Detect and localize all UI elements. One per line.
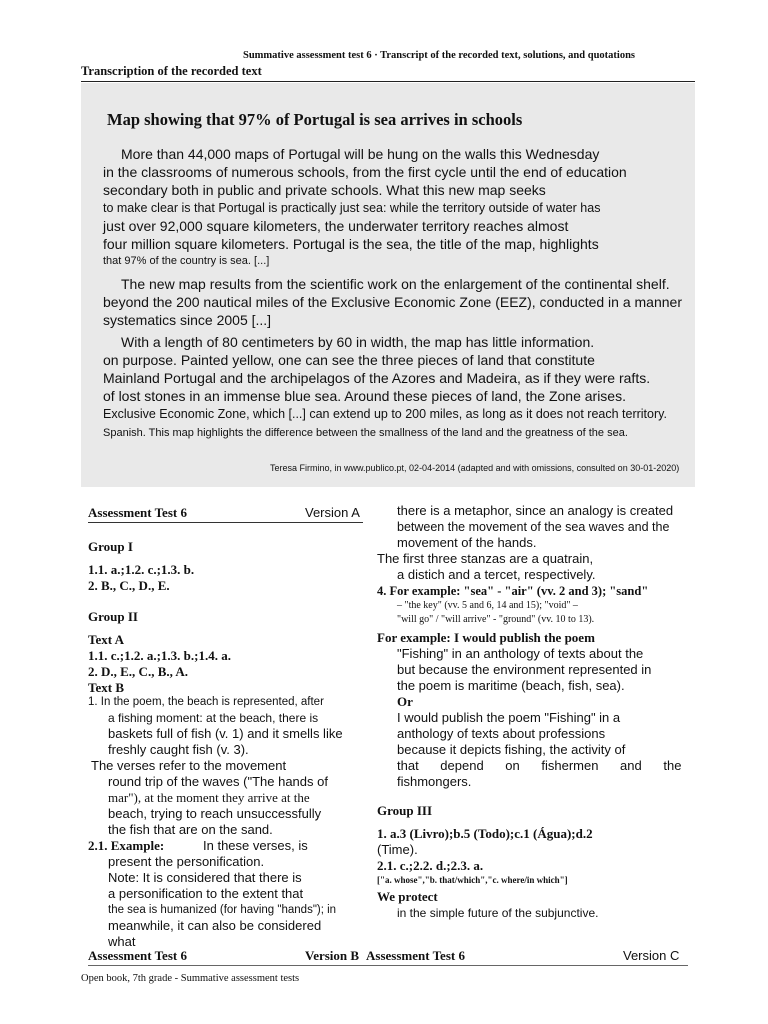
answer-line: fishmongers.	[397, 774, 472, 789]
article-line: More than 44,000 maps of Portugal will be hung on the walls this Wednesday	[121, 146, 600, 162]
answer-line: The first three stanzas are a quatrain,	[377, 551, 594, 566]
test-title: Assessment Test 6	[366, 948, 465, 963]
answer-line: anthology of texts about professions	[397, 726, 606, 741]
answer-line: the fish that are on the sand.	[108, 822, 273, 837]
article-line: Exclusive Economic Zone, which [...] can extend up to 200 miles, as long as it does not reach territory.	[103, 407, 667, 421]
answer-line: 1. In the poem, the beach is represented, after	[88, 696, 324, 708]
text-heading: Text A	[88, 632, 124, 647]
answer-line: what	[108, 934, 136, 949]
answer-line: 1. a.3 (Livro);b.5 (Todo);c.1 (Água);d.2	[377, 826, 593, 841]
answer-line: baskets full of fish (v. 1) and it smells like	[108, 726, 343, 741]
group-heading: Group I	[88, 539, 133, 554]
article-line: to make clear is that Portugal is practically just sea: while the territory outside of water has	[103, 201, 601, 215]
group-heading: Group II	[88, 609, 138, 624]
article-line: that 97% of the country is sea. [...]	[103, 255, 270, 267]
answer-line: there is a metaphor, since an analogy is created	[397, 503, 674, 518]
answer-line: We protect	[377, 889, 438, 904]
answer-line: movement of the hands.	[397, 535, 537, 550]
article-line: beyond the 200 nautical miles of the Exclusive Economic Zone (EEZ), conducted in a manner	[103, 294, 682, 310]
version-label: Version B	[305, 948, 360, 963]
article-line: systematics since 2005 [...]	[103, 312, 272, 328]
version-label: Version C	[623, 948, 680, 963]
answer-line: beach, trying to reach unsuccessfully	[108, 806, 322, 821]
article-line: in the classrooms of numerous schools, from the first cycle until the end of education	[103, 164, 627, 180]
answer-line: 1.1. a.;1.2. c.;1.3. b.	[88, 562, 195, 577]
or-label: Or	[397, 694, 413, 709]
example-label: For example: I would publish the poem	[377, 630, 595, 645]
answer-line: 2. D., E., C., B., A.	[88, 664, 189, 679]
section-title: Transcription of the recorded text	[81, 64, 262, 78]
answer-line: 4. For example: "sea" - "air" (vv. 2 and 3); "sand"	[377, 584, 649, 598]
version-label: Version A	[305, 505, 360, 520]
article-line: just over 92,000 square kilometers, the underwater territory reaches almost	[103, 218, 569, 234]
answer-line: a distich and a tercet, respectively.	[397, 567, 596, 582]
article-line: With a length of 80 centimeters by 60 in width, the map has little information.	[121, 334, 595, 350]
divider	[88, 522, 363, 523]
article-line: The new map results from the scientific work on the enlargement of the continental shelf.	[121, 276, 670, 292]
answer-line: freshly caught fish (v. 3).	[108, 742, 249, 757]
answer-line: because it depicts fishing, the activity of	[397, 742, 626, 757]
answer-line: that depend on fishermen and the	[397, 758, 682, 773]
answer-line: I would publish the poem "Fishing" in a	[397, 710, 621, 725]
article-line: secondary both in public and private schools. What this new map seeks	[103, 182, 546, 198]
top-rule	[81, 81, 695, 82]
page-footer: Open book, 7th grade - Summative assessment tests	[81, 973, 300, 984]
answer-line: "Fishing" in an anthology of texts about the	[397, 646, 644, 661]
answer-line: meanwhile, it can also be considered	[108, 918, 322, 933]
test-title: Assessment Test 6	[88, 948, 187, 963]
article-title: Map showing that 97% of Portugal is sea arrives in schools	[107, 110, 523, 129]
answer-line: round trip of the waves ("The hands of	[108, 774, 328, 789]
answer-line: 2.1. c.;2.2. d.;2.3. a.	[377, 858, 484, 873]
citation: Teresa Firmino, in www.publico.pt, 02-04-2014 (adapted and with omissions, consulted on 30-01-2020)	[270, 463, 680, 473]
text-heading: Text B	[88, 680, 124, 695]
answer-line: 1.1. c.;1.2. a.;1.3. b.;1.4. a.	[88, 648, 231, 663]
article-line: Spanish. This map highlights the difference between the smallness of the land and the greatness of the sea.	[103, 427, 628, 439]
answer-line: in the simple future of the subjunctive.	[397, 906, 599, 920]
answer-line: a personification to the extent that	[108, 886, 304, 901]
article-line: on purpose. Painted yellow, one can see the three pieces of land that constitute	[103, 352, 595, 368]
example-label: 2.1. Example:	[88, 838, 165, 853]
group-heading: Group III	[377, 803, 433, 818]
answer-line: between the movement of the sea waves and the	[397, 520, 670, 534]
answer-line: "will go" / "will arrive" - "ground" (vv. 10 to 13).	[397, 614, 595, 625]
test-title: Assessment Test 6	[88, 505, 187, 520]
answer-line: ["a. whose","b. that/which","c. where/in which"]	[377, 875, 568, 885]
answer-line: a fishing moment: at the beach, there is	[108, 711, 319, 725]
answer-line: but because the environment represented in	[397, 662, 652, 677]
answer-line: the sea is humanized (for having "hands"); in	[108, 904, 337, 916]
article-line: four million square kilometers. Portugal is the sea, the title of the map, highlights	[103, 236, 599, 252]
running-head: Summative assessment test 6 · Transcript of the recorded text, solutions, and quotations	[243, 50, 635, 61]
answer-line: In these verses, is	[203, 838, 308, 853]
answer-line: mar"), at the moment they arrive at the	[108, 790, 310, 805]
article-line: Mainland Portugal and the archipelagos of the Azores and Madeira, as if they were rafts.	[103, 370, 651, 386]
divider	[88, 965, 688, 966]
answer-line: the poem is maritime (beach, fish, sea).	[397, 678, 625, 693]
article-line: of lost stones in an immense blue sea. Around these pieces of land, the Zone arises.	[103, 388, 626, 404]
answer-line: (Time).	[377, 842, 418, 857]
answer-line: The verses refer to the movement	[91, 758, 287, 773]
answer-line: Note: It is considered that there is	[108, 870, 302, 885]
answer-line: present the personification.	[108, 854, 265, 869]
answer-line: 2. B., C., D., E.	[88, 578, 170, 593]
answer-line: – "the key" (vv. 5 and 6, 14 and 15); "void" –	[397, 600, 578, 611]
